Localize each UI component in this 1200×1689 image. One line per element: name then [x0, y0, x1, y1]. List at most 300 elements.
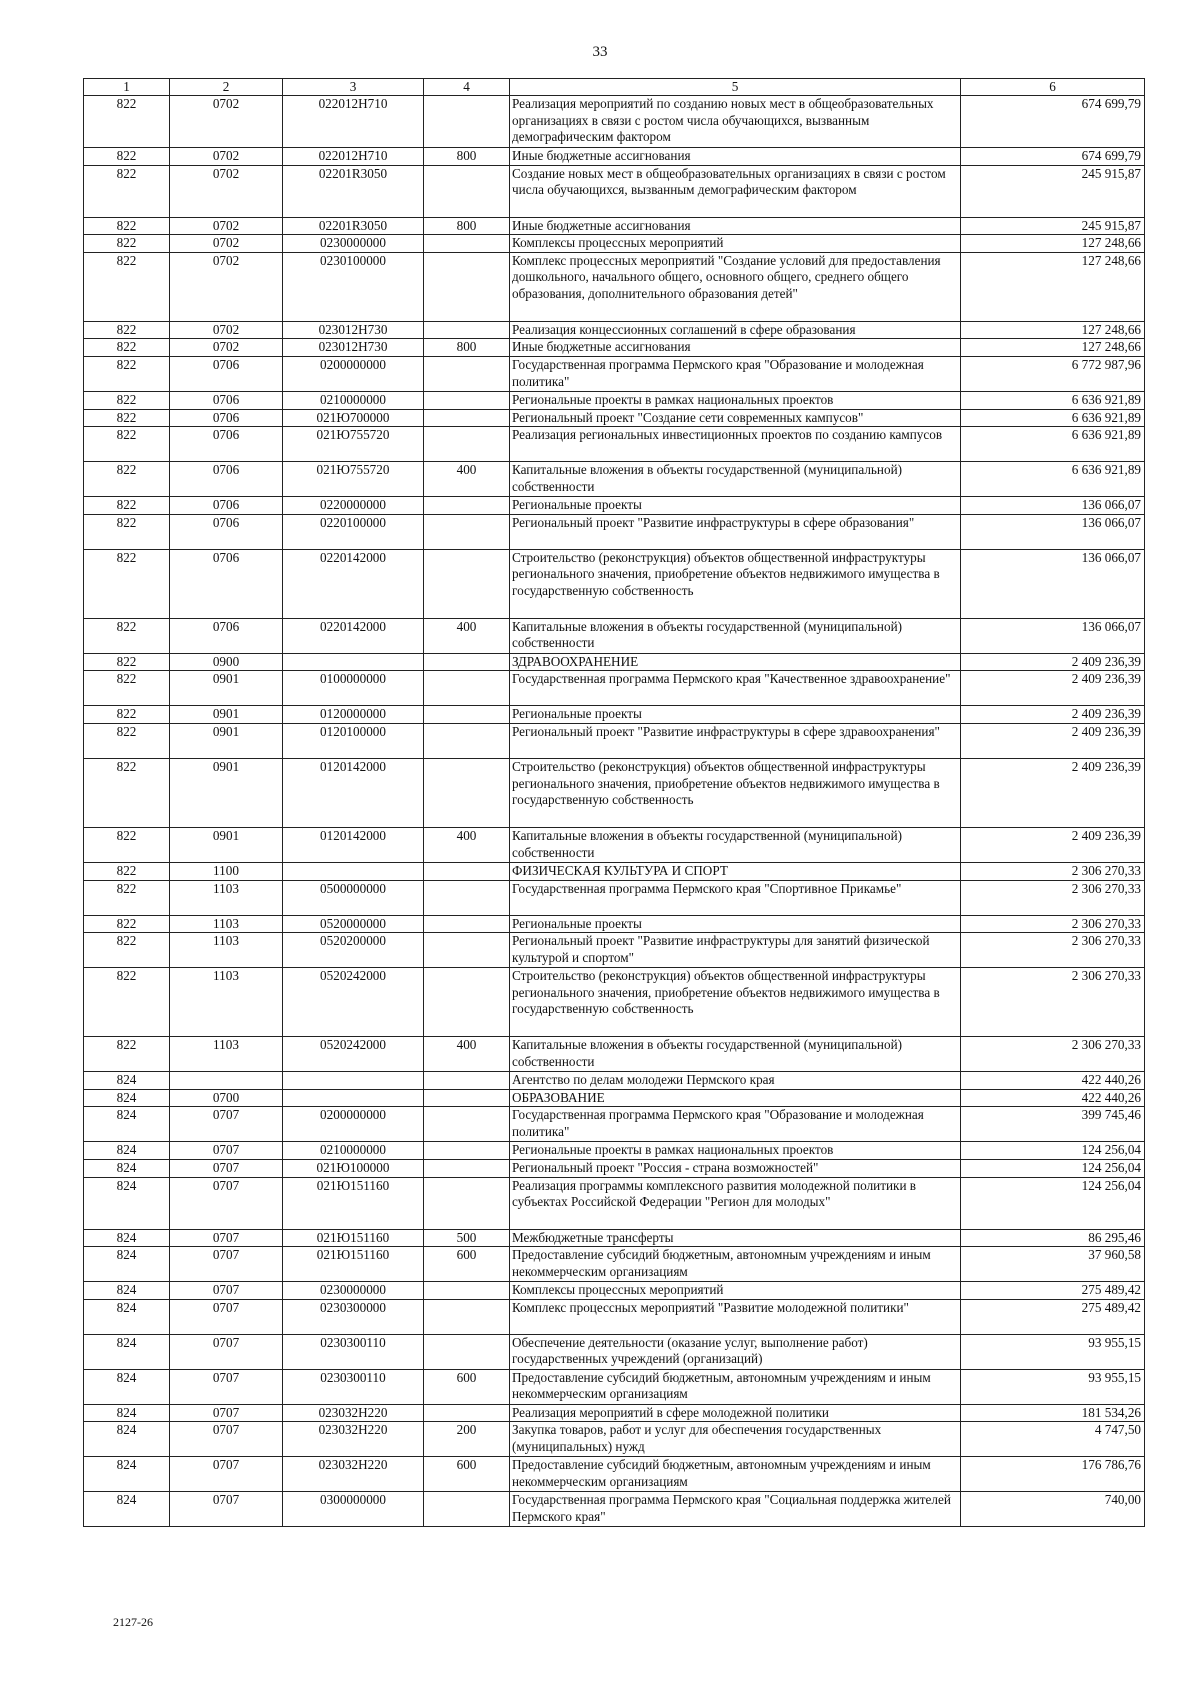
admin-code-cell: 822: [84, 758, 170, 827]
description-cell: Региональные проекты: [510, 497, 961, 515]
expense-type-cell: 800: [424, 148, 510, 166]
table-row: [84, 462, 1145, 497]
admin-code-cell: 824: [84, 1177, 170, 1229]
expense-type-cell: [424, 1072, 510, 1090]
amount-cell: 2 306 270,33: [961, 933, 1145, 968]
table-row: [84, 758, 1145, 827]
admin-code-cell: 824: [84, 1334, 170, 1369]
table-row: [84, 1404, 1145, 1422]
admin-code-cell: 822: [84, 723, 170, 758]
expense-type-cell: 400: [424, 618, 510, 653]
admin-code-cell: 824: [84, 1422, 170, 1457]
expense-type-cell: [424, 1142, 510, 1160]
amount-cell: 127 248,66: [961, 321, 1145, 339]
admin-code-cell: 822: [84, 549, 170, 618]
amount-cell: 2 409 236,39: [961, 827, 1145, 862]
expense-type-cell: 400: [424, 827, 510, 862]
column-header-1: 1: [84, 79, 170, 96]
amount-cell: 4 747,50: [961, 1422, 1145, 1457]
table-row: [84, 514, 1145, 549]
amount-cell: 181 534,26: [961, 1404, 1145, 1422]
table-row: [84, 1492, 1145, 1527]
target-article-cell: 0210000000: [283, 1142, 424, 1160]
admin-code-cell: 824: [84, 1457, 170, 1492]
amount-cell: 2 409 236,39: [961, 723, 1145, 758]
target-article-cell: 0200000000: [283, 356, 424, 391]
admin-code-cell: 822: [84, 706, 170, 724]
description-cell: Капитальные вложения в объекты государственной (муниципальной) собственности: [510, 618, 961, 653]
amount-cell: 136 066,07: [961, 549, 1145, 618]
admin-code-cell: 822: [84, 514, 170, 549]
description-cell: Реализация концессионных соглашений в сфере образования: [510, 321, 961, 339]
page-number: 33: [592, 44, 608, 60]
description-cell: Предоставление субсидий бюджетным, автономным учреждениям и иным некоммерческим организациям: [510, 1369, 961, 1404]
description-cell: Капитальные вложения в объекты государственной (муниципальной) собственности: [510, 827, 961, 862]
description-cell: ФИЗИЧЕСКАЯ КУЛЬТУРА И СПОРТ: [510, 862, 961, 880]
section-code-cell: 0707: [170, 1299, 283, 1334]
expense-type-cell: 800: [424, 339, 510, 357]
table-row: [84, 1159, 1145, 1177]
expense-type-cell: [424, 1492, 510, 1527]
description-cell: ЗДРАВООХРАНЕНИЕ: [510, 653, 961, 671]
section-code-cell: 0901: [170, 706, 283, 724]
amount-cell: 176 786,76: [961, 1457, 1145, 1492]
expense-type-cell: [424, 497, 510, 515]
target-article-cell: 021Ю700000: [283, 409, 424, 427]
table-row: [84, 96, 1145, 148]
expense-type-cell: [424, 1282, 510, 1300]
table-row: [84, 1334, 1145, 1369]
table-row: [84, 1422, 1145, 1457]
table-row: [84, 618, 1145, 653]
section-code-cell: 1103: [170, 933, 283, 968]
admin-code-cell: 822: [84, 409, 170, 427]
admin-code-cell: 824: [84, 1089, 170, 1107]
target-article-cell: 0200000000: [283, 1107, 424, 1142]
admin-code-cell: 824: [84, 1159, 170, 1177]
expense-type-cell: [424, 968, 510, 1037]
amount-cell: 6 636 921,89: [961, 462, 1145, 497]
expense-type-cell: [424, 1404, 510, 1422]
amount-cell: 86 295,46: [961, 1229, 1145, 1247]
section-code-cell: 0900: [170, 653, 283, 671]
target-article-cell: 0300000000: [283, 1492, 424, 1527]
table-row: [84, 1107, 1145, 1142]
target-article-cell: 0220000000: [283, 497, 424, 515]
admin-code-cell: 822: [84, 96, 170, 148]
description-cell: Строительство (реконструкция) объектов общественной инфраструктуры регионального значения, приобретение объектов недвижимого имущества в государственную собственность: [510, 758, 961, 827]
budget-table-container: [83, 78, 1145, 1527]
description-cell: Реализация мероприятий по созданию новых мест в общеобразовательных организациях в связи с ростом числа обучающихся, вызванным демографическим фактором: [510, 96, 961, 148]
target-article-cell: 0230000000: [283, 235, 424, 253]
description-cell: Агентство по делам молодежи Пермского края: [510, 1072, 961, 1090]
table-row: [84, 968, 1145, 1037]
target-article-cell: 023012Н730: [283, 321, 424, 339]
description-cell: Реализация региональных инвестиционных проектов по созданию кампусов: [510, 427, 961, 462]
section-code-cell: 0706: [170, 549, 283, 618]
target-article-cell: 02201R3050: [283, 165, 424, 217]
expense-type-cell: [424, 862, 510, 880]
section-code-cell: 0707: [170, 1142, 283, 1160]
section-code-cell: 0707: [170, 1334, 283, 1369]
expense-type-cell: [424, 96, 510, 148]
admin-code-cell: 824: [84, 1282, 170, 1300]
expense-type-cell: [424, 409, 510, 427]
description-cell: Государственная программа Пермского края "Образование и молодежная политика": [510, 1107, 961, 1142]
expense-type-cell: [424, 427, 510, 462]
admin-code-cell: 822: [84, 915, 170, 933]
admin-code-cell: 822: [84, 653, 170, 671]
expense-type-cell: [424, 391, 510, 409]
description-cell: Комплекс процессных мероприятий "Создание условий для предоставления дошкольного, начального общего, основного общего, среднего общего образования, дополнительного образования детей": [510, 252, 961, 321]
table-row: [84, 1142, 1145, 1160]
table-row: [84, 723, 1145, 758]
table-row: [84, 409, 1145, 427]
table-row: [84, 217, 1145, 235]
target-article-cell: 0520242000: [283, 1037, 424, 1072]
table-row: [84, 1229, 1145, 1247]
description-cell: Закупка товаров, работ и услуг для обеспечения государственных (муниципальных) нужд: [510, 1422, 961, 1457]
table-row: [84, 235, 1145, 253]
target-article-cell: 0120142000: [283, 758, 424, 827]
description-cell: Строительство (реконструкция) объектов общественной инфраструктуры регионального значения, приобретение объектов недвижимого имущества в государственную собственность: [510, 549, 961, 618]
column-header-4: 4: [424, 79, 510, 96]
section-code-cell: 0706: [170, 356, 283, 391]
description-cell: Иные бюджетные ассигнования: [510, 148, 961, 166]
description-cell: Региональный проект "Создание сети современных кампусов": [510, 409, 961, 427]
expense-type-cell: 500: [424, 1229, 510, 1247]
target-article-cell: 0100000000: [283, 671, 424, 706]
amount-cell: 136 066,07: [961, 618, 1145, 653]
expense-type-cell: [424, 549, 510, 618]
admin-code-cell: 822: [84, 827, 170, 862]
section-code-cell: 0702: [170, 217, 283, 235]
description-cell: Капитальные вложения в объекты государственной (муниципальной) собственности: [510, 462, 961, 497]
section-code-cell: 1103: [170, 915, 283, 933]
description-cell: Государственная программа Пермского края "Качественное здравоохранение": [510, 671, 961, 706]
admin-code-cell: 822: [84, 217, 170, 235]
section-code-cell: [170, 1072, 283, 1090]
amount-cell: 399 745,46: [961, 1107, 1145, 1142]
section-code-cell: 0706: [170, 427, 283, 462]
expense-type-cell: [424, 1107, 510, 1142]
amount-cell: 93 955,15: [961, 1334, 1145, 1369]
section-code-cell: 1103: [170, 1037, 283, 1072]
target-article-cell: 022012Н710: [283, 96, 424, 148]
admin-code-cell: 822: [84, 1037, 170, 1072]
description-cell: Реализация мероприятий в сфере молодежной политики: [510, 1404, 961, 1422]
admin-code-cell: 822: [84, 339, 170, 357]
table-row: [84, 1247, 1145, 1282]
expense-type-cell: [424, 356, 510, 391]
target-article-cell: 021Ю100000: [283, 1159, 424, 1177]
section-code-cell: 0706: [170, 514, 283, 549]
header-row: [84, 79, 1145, 96]
amount-cell: 37 960,58: [961, 1247, 1145, 1282]
amount-cell: 740,00: [961, 1492, 1145, 1527]
target-article-cell: [283, 862, 424, 880]
target-article-cell: [283, 1089, 424, 1107]
target-article-cell: 0220100000: [283, 514, 424, 549]
admin-code-cell: 822: [84, 165, 170, 217]
target-article-cell: 0230000000: [283, 1282, 424, 1300]
table-row: [84, 1089, 1145, 1107]
admin-code-cell: 822: [84, 968, 170, 1037]
section-code-cell: 0702: [170, 165, 283, 217]
table-row: [84, 497, 1145, 515]
target-article-cell: 0520200000: [283, 933, 424, 968]
amount-cell: 245 915,87: [961, 165, 1145, 217]
amount-cell: 422 440,26: [961, 1072, 1145, 1090]
column-header-6: 6: [961, 79, 1145, 96]
expense-type-cell: 200: [424, 1422, 510, 1457]
section-code-cell: 0707: [170, 1107, 283, 1142]
expense-type-cell: 600: [424, 1247, 510, 1282]
amount-cell: 127 248,66: [961, 235, 1145, 253]
admin-code-cell: 822: [84, 252, 170, 321]
section-code-cell: 0706: [170, 497, 283, 515]
section-code-cell: 0702: [170, 235, 283, 253]
description-cell: Межбюджетные трансферты: [510, 1229, 961, 1247]
target-article-cell: 0500000000: [283, 880, 424, 915]
target-article-cell: 023032Н220: [283, 1422, 424, 1457]
target-article-cell: 0210000000: [283, 391, 424, 409]
expense-type-cell: [424, 653, 510, 671]
target-article-cell: 0120000000: [283, 706, 424, 724]
description-cell: Создание новых мест в общеобразовательных организациях в связи с ростом числа обучающихся, вызванным демографическим фактором: [510, 165, 961, 217]
target-article-cell: 023032Н220: [283, 1404, 424, 1422]
table-row: [84, 1369, 1145, 1404]
target-article-cell: 0120100000: [283, 723, 424, 758]
expense-type-cell: [424, 671, 510, 706]
section-code-cell: 0702: [170, 339, 283, 357]
table-row: [84, 1299, 1145, 1334]
table-row: [84, 933, 1145, 968]
description-cell: Региональные проекты: [510, 706, 961, 724]
table-row: [84, 915, 1145, 933]
expense-type-cell: 800: [424, 217, 510, 235]
admin-code-cell: 824: [84, 1492, 170, 1527]
description-cell: Иные бюджетные ассигнования: [510, 339, 961, 357]
section-code-cell: 0702: [170, 321, 283, 339]
table-row: [84, 356, 1145, 391]
target-article-cell: [283, 653, 424, 671]
description-cell: Комплекс процессных мероприятий "Развитие молодежной политики": [510, 1299, 961, 1334]
section-code-cell: 0901: [170, 671, 283, 706]
table-row: [84, 339, 1145, 357]
table-row: [84, 671, 1145, 706]
description-cell: Региональный проект "Развитие инфраструктуры в сфере образования": [510, 514, 961, 549]
admin-code-cell: 822: [84, 933, 170, 968]
target-article-cell: 023032Н220: [283, 1457, 424, 1492]
table-row: [84, 1072, 1145, 1090]
table-row: [84, 549, 1145, 618]
section-code-cell: 0707: [170, 1177, 283, 1229]
target-article-cell: 0220142000: [283, 549, 424, 618]
description-cell: Государственная программа Пермского края "Социальная поддержка жителей Пермского края": [510, 1492, 961, 1527]
description-cell: ОБРАЗОВАНИЕ: [510, 1089, 961, 1107]
amount-cell: 6 636 921,89: [961, 427, 1145, 462]
section-code-cell: 0706: [170, 618, 283, 653]
expense-type-cell: [424, 321, 510, 339]
amount-cell: 2 306 270,33: [961, 1037, 1145, 1072]
admin-code-cell: 824: [84, 1404, 170, 1422]
table-row: [84, 653, 1145, 671]
description-cell: Строительство (реконструкция) объектов общественной инфраструктуры регионального значения, приобретение объектов недвижимого имущества в государственную собственность: [510, 968, 961, 1037]
expense-type-cell: [424, 1089, 510, 1107]
section-code-cell: 0707: [170, 1247, 283, 1282]
section-code-cell: 0707: [170, 1369, 283, 1404]
expense-type-cell: [424, 915, 510, 933]
section-code-cell: 0702: [170, 96, 283, 148]
admin-code-cell: 822: [84, 497, 170, 515]
description-cell: Региональный проект "Развитие инфраструктуры в сфере здравоохранения": [510, 723, 961, 758]
description-cell: Региональный проект "Россия - страна возможностей": [510, 1159, 961, 1177]
admin-code-cell: 824: [84, 1229, 170, 1247]
admin-code-cell: 822: [84, 235, 170, 253]
expense-type-cell: [424, 1299, 510, 1334]
amount-cell: 2 306 270,33: [961, 968, 1145, 1037]
section-code-cell: 0707: [170, 1422, 283, 1457]
admin-code-cell: 822: [84, 391, 170, 409]
expense-type-cell: [424, 758, 510, 827]
table-row: [84, 1177, 1145, 1229]
section-code-cell: 0707: [170, 1457, 283, 1492]
table-row: [84, 862, 1145, 880]
admin-code-cell: 822: [84, 862, 170, 880]
target-article-cell: 022012Н710: [283, 148, 424, 166]
table-row: [84, 1282, 1145, 1300]
target-article-cell: 0520242000: [283, 968, 424, 1037]
target-article-cell: 0230300110: [283, 1334, 424, 1369]
section-code-cell: 0707: [170, 1229, 283, 1247]
amount-cell: 2 306 270,33: [961, 862, 1145, 880]
expense-type-cell: [424, 880, 510, 915]
amount-cell: 2 306 270,33: [961, 915, 1145, 933]
admin-code-cell: 824: [84, 1142, 170, 1160]
amount-cell: 127 248,66: [961, 339, 1145, 357]
admin-code-cell: 822: [84, 671, 170, 706]
description-cell: Региональные проекты: [510, 915, 961, 933]
description-cell: Комплексы процессных мероприятий: [510, 235, 961, 253]
column-header-3: 3: [283, 79, 424, 96]
expense-type-cell: 600: [424, 1457, 510, 1492]
description-cell: Государственная программа Пермского края "Спортивное Прикамье": [510, 880, 961, 915]
target-article-cell: 0220142000: [283, 618, 424, 653]
target-article-cell: 021Ю755720: [283, 427, 424, 462]
target-article-cell: 02201R3050: [283, 217, 424, 235]
target-article-cell: 0230300000: [283, 1299, 424, 1334]
amount-cell: 245 915,87: [961, 217, 1145, 235]
section-code-cell: 0702: [170, 252, 283, 321]
column-header-2: 2: [170, 79, 283, 96]
amount-cell: 2 409 236,39: [961, 758, 1145, 827]
table-body: [84, 96, 1145, 1527]
section-code-cell: 0707: [170, 1404, 283, 1422]
target-article-cell: 0230300110: [283, 1369, 424, 1404]
amount-cell: 2 409 236,39: [961, 653, 1145, 671]
table-row: [84, 427, 1145, 462]
description-cell: Региональные проекты в рамках национальных проектов: [510, 1142, 961, 1160]
target-article-cell: 021Ю151160: [283, 1247, 424, 1282]
target-article-cell: 0120142000: [283, 827, 424, 862]
amount-cell: 2 409 236,39: [961, 706, 1145, 724]
target-article-cell: 021Ю151160: [283, 1177, 424, 1229]
section-code-cell: 0901: [170, 758, 283, 827]
expense-type-cell: [424, 235, 510, 253]
table-row: [84, 827, 1145, 862]
table-row: [84, 391, 1145, 409]
description-cell: Реализация программы комплексного развития молодежной политики в субъектах Российской Федерации "Регион для молодых": [510, 1177, 961, 1229]
table-row: [84, 321, 1145, 339]
description-cell: Региональный проект "Развитие инфраструктуры для занятий физической культурой и спортом": [510, 933, 961, 968]
description-cell: Обеспечение деятельности (оказание услуг, выполнение работ) государственных учреждений (организаций): [510, 1334, 961, 1369]
amount-cell: 674 699,79: [961, 96, 1145, 148]
section-code-cell: 0706: [170, 462, 283, 497]
amount-cell: 422 440,26: [961, 1089, 1145, 1107]
expense-type-cell: 400: [424, 462, 510, 497]
amount-cell: 124 256,04: [961, 1177, 1145, 1229]
admin-code-cell: 822: [84, 462, 170, 497]
description-cell: Предоставление субсидий бюджетным, автономным учреждениям и иным некоммерческим организациям: [510, 1457, 961, 1492]
amount-cell: 124 256,04: [961, 1142, 1145, 1160]
admin-code-cell: 824: [84, 1072, 170, 1090]
admin-code-cell: 824: [84, 1299, 170, 1334]
target-article-cell: 0230100000: [283, 252, 424, 321]
amount-cell: 275 489,42: [961, 1282, 1145, 1300]
admin-code-cell: 824: [84, 1369, 170, 1404]
table-row: [84, 165, 1145, 217]
expense-type-cell: [424, 1159, 510, 1177]
target-article-cell: [283, 1072, 424, 1090]
table-row: [84, 1037, 1145, 1072]
budget-table: [83, 78, 1145, 1527]
expense-type-cell: [424, 706, 510, 724]
expense-type-cell: [424, 165, 510, 217]
table-row: [84, 148, 1145, 166]
expense-type-cell: [424, 933, 510, 968]
amount-cell: 6 636 921,89: [961, 409, 1145, 427]
table-row: [84, 1457, 1145, 1492]
amount-cell: 127 248,66: [961, 252, 1145, 321]
table-row: [84, 706, 1145, 724]
section-code-cell: 0707: [170, 1282, 283, 1300]
admin-code-cell: 822: [84, 618, 170, 653]
admin-code-cell: 822: [84, 148, 170, 166]
section-code-cell: 1103: [170, 968, 283, 1037]
section-code-cell: 0702: [170, 148, 283, 166]
expense-type-cell: [424, 252, 510, 321]
admin-code-cell: 824: [84, 1247, 170, 1282]
amount-cell: 124 256,04: [961, 1159, 1145, 1177]
table-row: [84, 880, 1145, 915]
expense-type-cell: [424, 1334, 510, 1369]
section-code-cell: 0706: [170, 391, 283, 409]
target-article-cell: 021Ю755720: [283, 462, 424, 497]
section-code-cell: 0707: [170, 1159, 283, 1177]
amount-cell: 2 306 270,33: [961, 880, 1145, 915]
section-code-cell: 0706: [170, 409, 283, 427]
amount-cell: 6 772 987,96: [961, 356, 1145, 391]
section-code-cell: 0901: [170, 827, 283, 862]
description-cell: Иные бюджетные ассигнования: [510, 217, 961, 235]
description-cell: Государственная программа Пермского края "Образование и молодежная политика": [510, 356, 961, 391]
admin-code-cell: 824: [84, 1107, 170, 1142]
amount-cell: 275 489,42: [961, 1299, 1145, 1334]
section-code-cell: 0707: [170, 1492, 283, 1527]
expense-type-cell: 600: [424, 1369, 510, 1404]
section-code-cell: 1100: [170, 862, 283, 880]
